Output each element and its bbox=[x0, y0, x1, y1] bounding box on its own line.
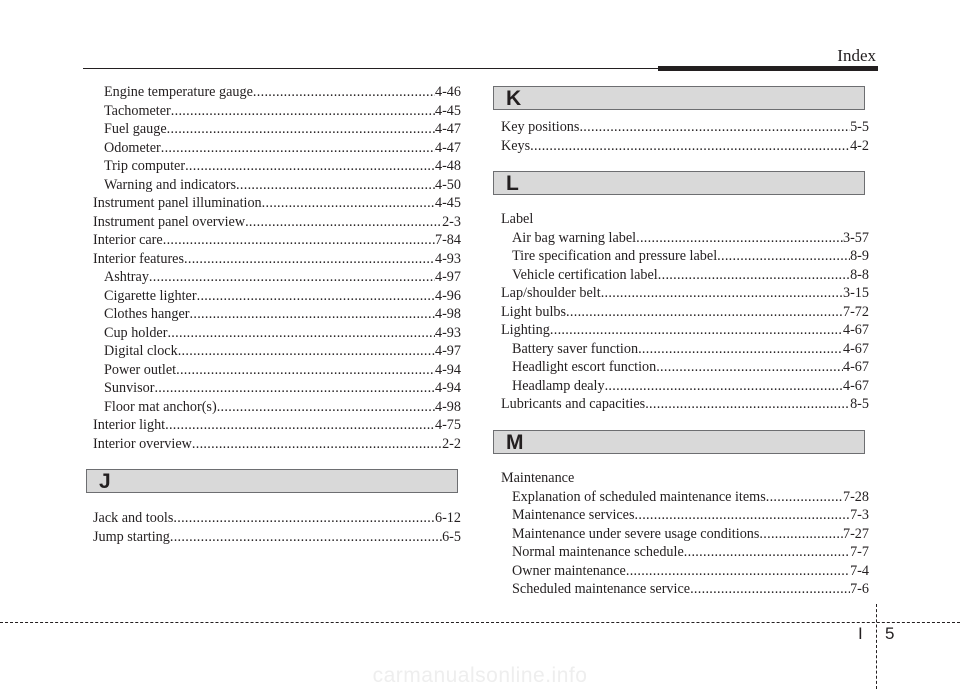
index-entry-page: 4-75 bbox=[434, 417, 461, 433]
index-entry bbox=[93, 83, 461, 102]
index-entry-page: 3-57 bbox=[842, 229, 869, 246]
index-section-l bbox=[501, 210, 869, 414]
index-entry bbox=[501, 506, 869, 525]
index-entry-page: 4-94 bbox=[434, 380, 461, 396]
index-entry-label: Light bulbs bbox=[501, 303, 567, 320]
dot-leader bbox=[173, 509, 435, 528]
dot-leader bbox=[236, 176, 435, 195]
index-entry-page: 4-97 bbox=[434, 343, 461, 359]
dot-leader bbox=[530, 137, 850, 156]
index-entry bbox=[501, 137, 869, 156]
index-entry-label: Instrument panel illumination bbox=[93, 195, 262, 211]
index-entry-page: 4-67 bbox=[842, 359, 869, 375]
index-entry-label: Tire specification and pressure label bbox=[512, 248, 718, 264]
dot-leader bbox=[190, 305, 435, 324]
index-entry-label: Maintenance bbox=[501, 470, 575, 486]
section-header-l bbox=[493, 171, 865, 195]
index-entry-page: 4-45 bbox=[434, 195, 461, 211]
index-entry-label: Fuel gauge bbox=[104, 121, 167, 137]
header-accent-bar bbox=[658, 66, 878, 71]
index-entry-label: Key positions bbox=[501, 119, 580, 135]
index-entry bbox=[501, 377, 869, 396]
dot-leader bbox=[165, 416, 435, 435]
index-entry-page: 6-5 bbox=[442, 528, 461, 545]
index-entry-page: 4-67 bbox=[842, 340, 869, 357]
index-entry-label: Maintenance services bbox=[512, 507, 635, 523]
index-entry-page: 7-84 bbox=[434, 232, 461, 248]
index-entry bbox=[501, 247, 869, 266]
dot-leader bbox=[684, 543, 850, 562]
index-entry-page: 7-27 bbox=[842, 525, 869, 542]
index-entry-label: Lighting bbox=[501, 322, 550, 338]
dot-leader bbox=[626, 562, 850, 581]
index-entry bbox=[93, 120, 461, 139]
index-entry-page: 4-2 bbox=[850, 137, 869, 154]
dot-leader bbox=[658, 266, 850, 285]
index-entry bbox=[501, 266, 869, 285]
index-entry-label: Tachometer bbox=[104, 102, 171, 119]
index-entry-label: Jack and tools bbox=[93, 510, 174, 526]
index-entry bbox=[501, 488, 869, 507]
index-entry-page: 7-72 bbox=[842, 303, 869, 320]
dot-leader bbox=[154, 379, 435, 398]
index-entry bbox=[501, 358, 869, 377]
index-entry-label: Warning and indicators bbox=[104, 176, 237, 193]
index-entry-page: 7-6 bbox=[850, 581, 869, 597]
index-entry-label: Lap/shoulder belt bbox=[501, 285, 601, 301]
index-entry bbox=[93, 102, 461, 121]
index-entry bbox=[93, 342, 461, 361]
index-entry bbox=[93, 194, 461, 213]
index-entry bbox=[501, 395, 869, 414]
index-entry-label: Air bag warning label bbox=[512, 229, 637, 246]
dot-leader bbox=[185, 157, 435, 176]
index-column-left bbox=[93, 83, 461, 453]
index-entry-page: 4-45 bbox=[434, 102, 461, 119]
index-entry-label: Power outlet bbox=[104, 361, 177, 378]
page-title: Index bbox=[837, 46, 876, 65]
dot-leader bbox=[717, 247, 850, 266]
index-entry-label: Digital clock bbox=[104, 343, 178, 359]
section-header-j bbox=[86, 469, 458, 493]
index-entry bbox=[93, 287, 461, 306]
dot-leader bbox=[656, 358, 843, 377]
index-entry-page: 2-2 bbox=[442, 435, 461, 452]
index-entry-page: 6-12 bbox=[434, 510, 461, 526]
index-entry bbox=[93, 305, 461, 324]
index-entry bbox=[93, 250, 461, 269]
dot-leader bbox=[176, 361, 435, 380]
index-entry bbox=[93, 213, 461, 232]
index-entry-page: 8-8 bbox=[850, 266, 869, 283]
index-entry-page: 4-93 bbox=[434, 324, 461, 341]
index-section-m bbox=[501, 469, 869, 599]
index-entry-label: Interior light bbox=[93, 417, 166, 433]
index-entry bbox=[93, 268, 461, 287]
index-entry bbox=[501, 210, 869, 229]
index-entry-label: Ashtray bbox=[104, 269, 149, 285]
index-entry-page: 4-47 bbox=[434, 139, 461, 156]
footer-rule bbox=[0, 622, 960, 623]
dot-leader bbox=[550, 321, 843, 340]
index-entry-label: Interior overview bbox=[93, 435, 192, 452]
dot-leader bbox=[171, 102, 435, 121]
index-entry bbox=[501, 229, 869, 248]
dot-leader bbox=[197, 287, 435, 306]
index-entry bbox=[501, 303, 869, 322]
index-entry bbox=[501, 321, 869, 340]
index-entry bbox=[501, 543, 869, 562]
index-entry-label: Headlamp dealy bbox=[512, 377, 605, 394]
dot-leader bbox=[766, 488, 843, 507]
index-entry-page: 4-97 bbox=[434, 269, 461, 285]
index-entry-label: Scheduled maintenance service bbox=[512, 581, 691, 597]
index-entry-label: Sunvisor bbox=[104, 380, 155, 396]
dot-leader bbox=[636, 229, 843, 248]
index-section-k bbox=[501, 118, 869, 155]
dot-leader bbox=[262, 194, 435, 213]
index-entry-label: Maintenance under severe usage conditions bbox=[512, 525, 760, 542]
dot-leader bbox=[184, 250, 435, 269]
dot-leader bbox=[167, 120, 435, 139]
page-number: 5 bbox=[885, 624, 895, 643]
dot-leader bbox=[605, 377, 843, 396]
index-entry-label: Label bbox=[501, 211, 534, 227]
index-entry bbox=[501, 340, 869, 359]
dot-leader bbox=[638, 340, 843, 359]
index-entry-page: 4-47 bbox=[434, 121, 461, 137]
index-entry-label: Floor mat anchor(s) bbox=[104, 398, 217, 415]
index-entry bbox=[93, 176, 461, 195]
index-entry-page: 4-50 bbox=[434, 176, 461, 193]
index-entry-page: 4-96 bbox=[434, 287, 461, 304]
index-entry bbox=[501, 469, 869, 488]
dot-leader bbox=[566, 303, 843, 322]
index-entry bbox=[501, 525, 869, 544]
index-entry-label: Explanation of scheduled maintenance items bbox=[512, 488, 766, 505]
index-entry bbox=[501, 118, 869, 137]
index-entry bbox=[93, 157, 461, 176]
dot-leader bbox=[690, 580, 850, 599]
index-entry-page: 4-46 bbox=[434, 84, 461, 100]
index-entry-label: Battery saver function bbox=[512, 340, 639, 357]
dot-leader bbox=[645, 395, 850, 414]
index-entry-page: 4-98 bbox=[434, 398, 461, 415]
index-entry-page: 7-28 bbox=[842, 488, 869, 505]
index-section-j bbox=[93, 509, 461, 546]
index-entry bbox=[93, 324, 461, 343]
index-entry-label: Owner maintenance bbox=[512, 562, 626, 579]
index-entry-page: 4-93 bbox=[434, 250, 461, 267]
index-entry-label: Engine temperature gauge bbox=[104, 84, 253, 100]
index-entry bbox=[93, 509, 461, 528]
dot-leader bbox=[167, 324, 435, 343]
index-entry-page: 5-5 bbox=[850, 119, 869, 135]
index-entry-label: Trip computer bbox=[104, 158, 186, 174]
index-entry-page: 8-5 bbox=[850, 396, 869, 412]
index-entry-label: Vehicle certification label bbox=[512, 266, 658, 283]
footer-section-letter: I bbox=[858, 624, 863, 643]
dot-leader bbox=[635, 506, 851, 525]
section-letter-m: M bbox=[506, 431, 524, 454]
index-entry bbox=[501, 284, 869, 303]
dot-leader bbox=[178, 342, 435, 361]
index-entry bbox=[93, 361, 461, 380]
index-entry bbox=[501, 580, 869, 599]
index-entry-label: Normal maintenance schedule bbox=[512, 544, 684, 560]
dot-leader bbox=[759, 525, 843, 544]
index-entry-label: Odometer bbox=[104, 139, 161, 156]
section-letter-j: J bbox=[99, 470, 111, 493]
index-entry-label: Cigarette lighter bbox=[104, 287, 197, 304]
index-entry-page: 7-4 bbox=[850, 562, 869, 579]
index-entry-label: Interior care bbox=[93, 232, 163, 248]
index-entry bbox=[93, 416, 461, 435]
index-entry-page: 3-15 bbox=[842, 285, 869, 301]
index-entry-page: 7-7 bbox=[850, 544, 869, 560]
index-entry bbox=[93, 379, 461, 398]
index-entry-label: Clothes hanger bbox=[104, 306, 190, 322]
section-letter-l: L bbox=[506, 172, 519, 195]
index-entry bbox=[93, 398, 461, 417]
index-entry-label: Instrument panel overview bbox=[93, 213, 246, 230]
dot-leader bbox=[192, 435, 442, 454]
index-entry-label: Headlight escort function bbox=[512, 359, 657, 375]
index-entry-page: 2-3 bbox=[442, 213, 461, 230]
index-entry-page: 4-98 bbox=[434, 306, 461, 322]
index-entry-page: 4-94 bbox=[434, 361, 461, 378]
index-entry bbox=[93, 139, 461, 158]
index-entry bbox=[93, 231, 461, 250]
index-entry-label: Interior features bbox=[93, 250, 184, 267]
dot-leader bbox=[163, 231, 435, 250]
dot-leader bbox=[245, 213, 442, 232]
dot-leader bbox=[149, 268, 435, 287]
index-entry-page: 4-48 bbox=[434, 158, 461, 174]
index-entry-page: 7-3 bbox=[850, 507, 869, 523]
index-entry-label: Lubricants and capacities bbox=[501, 396, 646, 412]
index-entry bbox=[93, 528, 461, 547]
watermark: carmanualsonline.info bbox=[372, 664, 588, 687]
dot-leader bbox=[170, 528, 442, 547]
dot-leader bbox=[253, 83, 435, 102]
index-entry-label: Keys bbox=[501, 137, 531, 154]
dot-leader bbox=[579, 118, 850, 137]
dot-leader bbox=[601, 284, 843, 303]
index-entry-label: Jump starting bbox=[93, 528, 170, 545]
dot-leader bbox=[217, 398, 435, 417]
section-letter-k: K bbox=[506, 87, 522, 110]
section-header-m bbox=[493, 430, 865, 454]
section-header-k bbox=[493, 86, 865, 110]
index-entry-page: 4-67 bbox=[842, 377, 869, 394]
index-entry-page: 4-67 bbox=[842, 322, 869, 338]
index-entry bbox=[93, 435, 461, 454]
index-entry-label: Cup holder bbox=[104, 324, 168, 341]
index-entry bbox=[501, 562, 869, 581]
index-entry-page: 8-9 bbox=[850, 248, 869, 264]
dot-leader bbox=[161, 139, 435, 158]
